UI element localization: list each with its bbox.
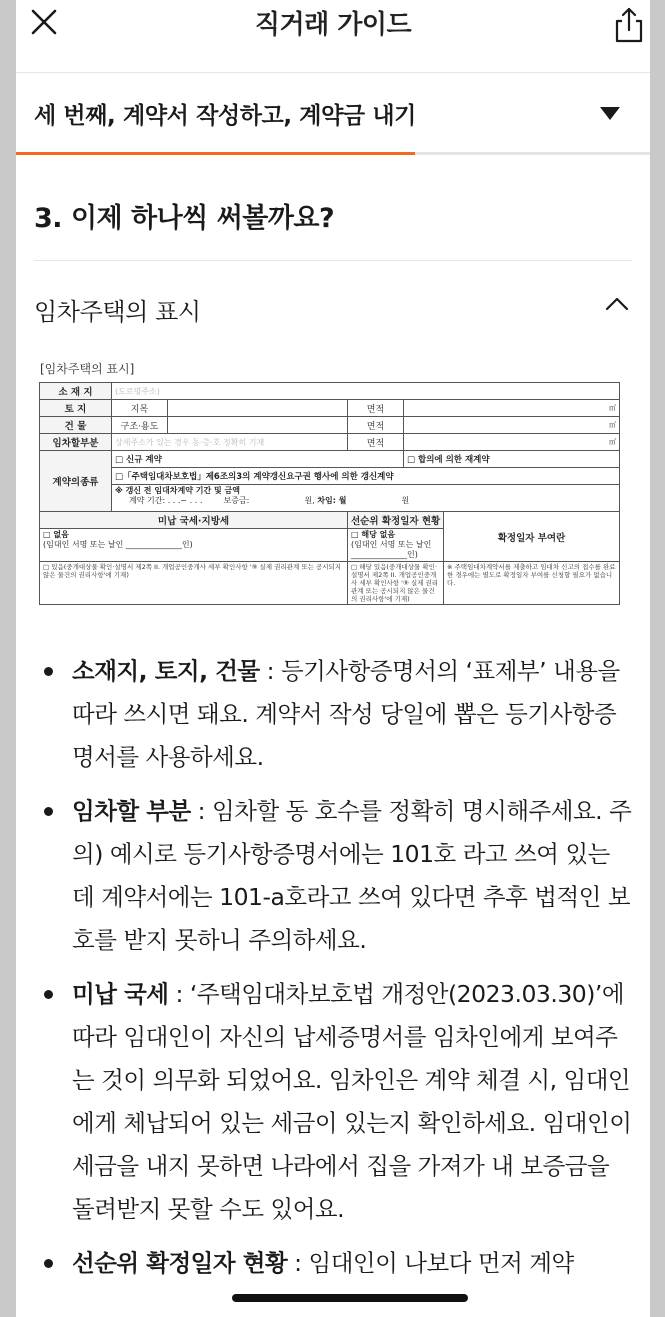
land-area-label: 면적 (348, 400, 404, 417)
bullet-text: : 임차할 동 호수를 정확히 명시해주세요. 주의) 예시로 등기사항증명서에는 101호 라고 쓰여 있는데 계약서에는 101-a호라고 쓰여 있다면 추후 법적인 보호를 받지 못하니 주의하세요. (72, 797, 632, 954)
tax-none-cell (40, 529, 348, 562)
fixed-date-note: ※ 주택임대차계약서를 제출하고 임대차 신고의 접수를 완료한 경우에는 별도로 확정일자 부여를 신청할 필요가 없습니다. (444, 562, 620, 605)
bullet-icon (44, 1259, 53, 1268)
form-row-contract-type (40, 451, 620, 468)
building-label: 건 물 (40, 417, 112, 434)
list-item (42, 650, 632, 779)
divider (34, 260, 632, 261)
form-row-rent-part (40, 434, 620, 451)
page-title: 직거래 가이드 (254, 10, 412, 40)
pri-none-sign: (임대인 서명 또는 날인 ______________인) (351, 540, 432, 559)
deposit-won: 원, (304, 496, 315, 505)
prev-terms-line (115, 496, 616, 506)
form-row-renewal-right (40, 468, 620, 485)
pri-none: □ 해당 없음 (351, 530, 396, 539)
land-area-unit: ㎡ (404, 400, 620, 417)
prev-terms-cell (112, 485, 620, 512)
building-area-unit: ㎡ (404, 417, 620, 434)
bullet-term: 소재지, 토지, 건물 (72, 657, 260, 685)
share-icon (612, 4, 646, 44)
priority-header: 선순위 확정일자 현황 (348, 512, 444, 529)
caret-down-icon (600, 107, 620, 120)
explanation-list (42, 650, 632, 1296)
list-item (42, 973, 632, 1231)
chevron-up-icon (604, 294, 630, 312)
bullet-term: 선순위 확정일자 현황 (72, 1249, 288, 1277)
form-row-building (40, 417, 620, 434)
accordion-rental-property[interactable] (16, 276, 650, 340)
bullet-text: : ‘주택임대차보호법 개정안(2023.03.30)’에 따라 임대인이 자신의 납세증명서를 임차인에게 보여주는 것이 의무화 되었어요. 임차인은 계약 체결 시, 임대인에게 체납되어 있는 세금이 있는지 확인하세요. 임대인이 세금을 내지 못하면 나라에서 집을 가져가 내 보증금을 돌려받지 못할 수도 있어요. (72, 980, 632, 1223)
form-row-yes (40, 562, 620, 605)
step-heading: 3. 이제 하나씩 써볼까요? (34, 203, 335, 234)
form-row-land (40, 400, 620, 417)
land-blank (168, 400, 348, 417)
list-item (42, 790, 632, 962)
form-row-headers (40, 512, 620, 529)
tax-none: □ 없음 (43, 530, 69, 539)
contract-type-label: 계약의종류 (40, 451, 112, 512)
rent-part-area-unit: ㎡ (404, 434, 620, 451)
deposit-label: 보증금: (223, 496, 250, 505)
form-row-location (40, 383, 620, 400)
pri-none-cell (348, 529, 444, 562)
contract-form-image (36, 356, 622, 610)
tax-header: 미납 국세·지방세 (40, 512, 348, 529)
building-value: 구조·용도 (112, 417, 168, 434)
form-table (39, 382, 620, 605)
rent-part-label: 임차할부분 (40, 434, 112, 451)
bullet-text: : 등기사항증명서의 ‘표제부’ 내용을 따라 쓰시면 돼요. 계약서 작성 당일에 뽑은 등기사항증명서를 사용하세요. (72, 657, 620, 771)
rent-won: 원 (401, 496, 410, 505)
bullet-icon (44, 667, 53, 676)
new-contract: □ 신규 계약 (112, 451, 404, 468)
prev-period: 계약 기간: . . .~ . . . (129, 496, 203, 505)
loc-placeholder: (도로명주소) (112, 383, 620, 400)
renewal-right: □「주택임대차보호법」제6조의3의 계약갱신요구권 행사에 의한 갱신계약 (112, 468, 620, 485)
bullet-text: : 임대인이 나보다 먼저 계약 (287, 1249, 574, 1277)
bullet-icon (44, 807, 53, 816)
form-caption: [임차주택의 표시] (40, 362, 135, 376)
bullet-term: 임차할 부분 (72, 797, 191, 825)
section-dropdown[interactable] (16, 73, 650, 153)
rent-part-area-label: 면적 (348, 434, 404, 451)
top-bar (16, 0, 650, 73)
list-item (42, 1242, 632, 1285)
home-indicator[interactable] (232, 1294, 468, 1302)
loc-label: 소 재 지 (40, 383, 112, 400)
rent-label: 차임: 월 (317, 496, 347, 505)
tax-none-sign: (임대인 서명 또는 날인 ______________인) (43, 540, 193, 549)
tax-yes: □ 있음(중개대상물 확인·설명서 제2쪽 II. 개업공인중개사 세부 확인사항 '⑨ 실제 권리관계 또는 공시되지 않은 물건의 권리사항'에 기재) (40, 562, 348, 605)
section-label: 세 번째, 계약서 작성하고, 계약금 내기 (34, 103, 416, 129)
guide-screen (16, 0, 650, 1317)
building-area-label: 면적 (348, 417, 404, 434)
progress-bar (16, 152, 650, 155)
share-button[interactable] (612, 4, 646, 44)
progress-fill (16, 152, 415, 155)
building-blank (168, 417, 348, 434)
prev-terms: ※ 갱신 전 임대차계약 기간 및 금액 (115, 486, 240, 495)
bullet-term: 미납 국세 (72, 980, 169, 1008)
agreed-renewal: □ 합의에 의한 재계약 (404, 451, 620, 468)
accordion-label: 임차주택의 표시 (34, 298, 201, 326)
bullet-icon (44, 990, 53, 999)
fixed-date-label: 확정일자 부여란 (444, 512, 620, 562)
land-label: 토 지 (40, 400, 112, 417)
pri-yes: □ 해당 있음(중개대상물 확인·설명서 제2쪽 II. 개업공인중개사 세부 확인사항 '⑨ 실제 권리관계 또는 공시되지 않은 물건의 권리사항'에 기재) (348, 562, 444, 605)
rent-part-placeholder: 상세주소가 있는 경우 동·층·호 정확히 기재 (112, 434, 348, 451)
land-value: 지목 (112, 400, 168, 417)
form-row-prev-terms (40, 485, 620, 512)
